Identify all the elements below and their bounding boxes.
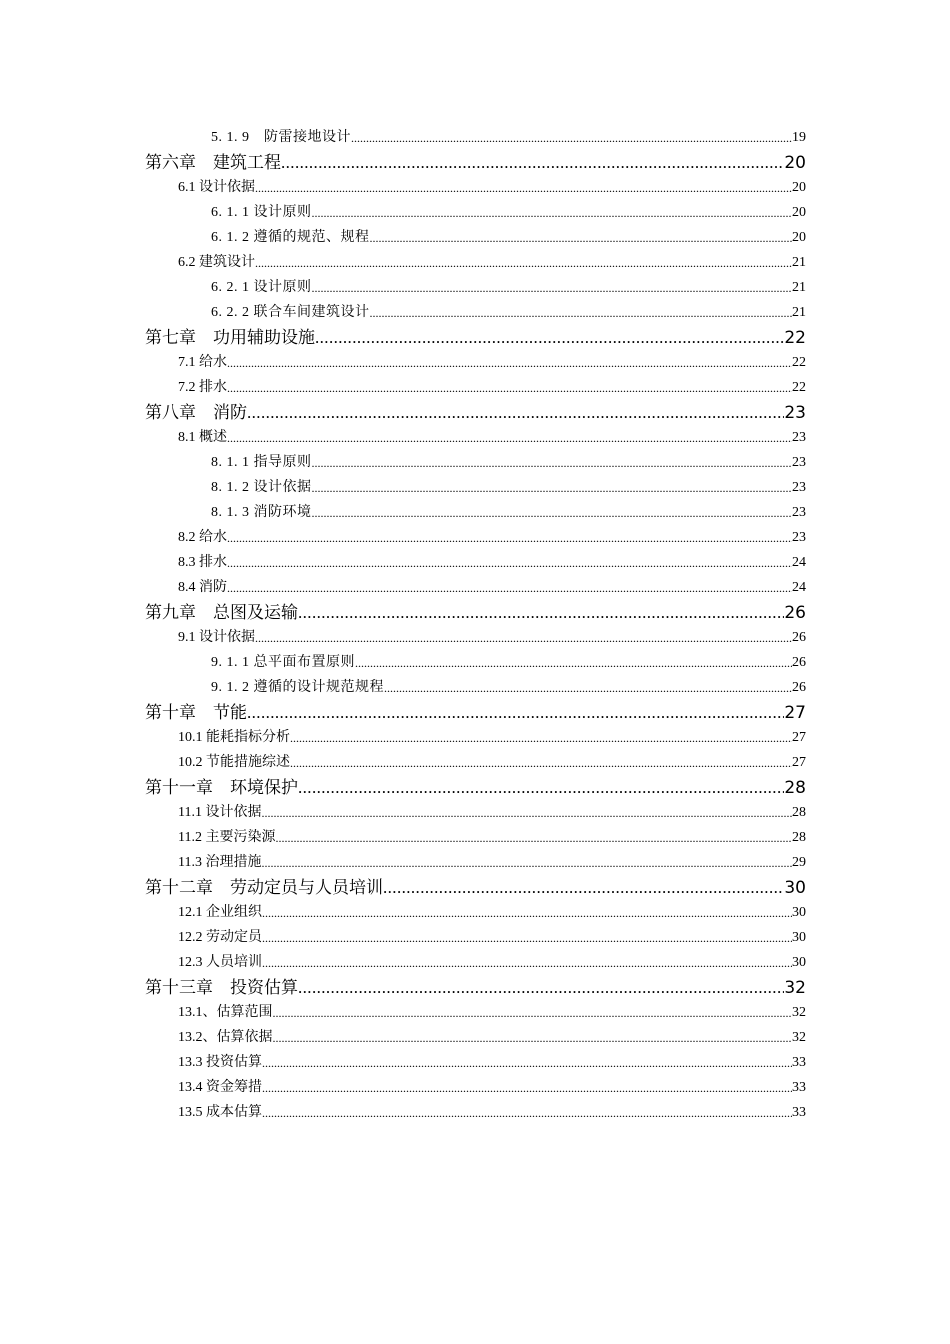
toc-page-number: 21 xyxy=(792,255,806,270)
toc-dot-leader xyxy=(370,301,793,325)
toc-dot-leader xyxy=(298,776,784,800)
toc-section-entry[interactable] xyxy=(145,375,806,400)
toc-page-number: 23 xyxy=(792,530,806,545)
toc-entry-title: 第十章 节能 xyxy=(145,703,247,723)
toc-dot-leader xyxy=(227,351,792,375)
toc-page-number: 20 xyxy=(792,205,806,220)
toc-section-entry[interactable] xyxy=(145,800,806,825)
toc-section-entry[interactable] xyxy=(145,725,806,750)
toc-dot-leader xyxy=(315,326,784,350)
toc-dot-leader xyxy=(227,426,792,450)
toc-dot-leader xyxy=(262,951,792,975)
toc-chapter-entry[interactable] xyxy=(145,150,806,175)
toc-dot-leader xyxy=(262,926,792,950)
toc-entry-title: 11.2 主要污染源 xyxy=(178,830,276,845)
toc-section-entry[interactable] xyxy=(145,175,806,200)
toc-entry-title: 7.2 排水 xyxy=(178,380,227,395)
toc-subsection-entry[interactable] xyxy=(145,125,806,150)
toc-dot-leader xyxy=(227,551,792,575)
toc-page-number: 33 xyxy=(792,1080,806,1095)
toc-entry-title: 6. 1. 2 遵循的规范、规程 xyxy=(211,230,370,245)
toc-entry-title: 10.2 节能措施综述 xyxy=(178,755,290,770)
toc-dot-leader xyxy=(262,1051,792,1075)
toc-dot-leader xyxy=(227,576,792,600)
toc-page-number: 30 xyxy=(792,905,806,920)
toc-entry-title: 12.2 劳动定员 xyxy=(178,930,262,945)
toc-dot-leader xyxy=(312,276,793,300)
toc-entry-title: 13.4 资金筹措 xyxy=(178,1080,262,1095)
toc-entry-title: 5. 1. 9 防雷接地设计 xyxy=(211,130,351,145)
toc-section-entry[interactable] xyxy=(145,525,806,550)
toc-page-number: 22 xyxy=(784,328,806,348)
toc-dot-leader xyxy=(262,901,792,925)
toc-entry-title: 10.1 能耗指标分析 xyxy=(178,730,290,745)
toc-page-number: 22 xyxy=(792,380,806,395)
toc-page-number: 19 xyxy=(792,130,806,145)
toc-page-number: 30 xyxy=(792,930,806,945)
toc-entry-title: 6. 1. 1 设计原则 xyxy=(211,205,312,220)
toc-page-number: 32 xyxy=(792,1030,806,1045)
toc-entry-title: 第十三章 投资估算 xyxy=(145,978,298,998)
toc-dot-leader xyxy=(247,401,784,425)
toc-page-number: 23 xyxy=(792,455,806,470)
toc-page-number: 32 xyxy=(784,978,806,998)
toc-subsection-entry[interactable] xyxy=(145,275,806,300)
toc-section-entry[interactable] xyxy=(145,1100,806,1125)
toc-entry-title: 8.1 概述 xyxy=(178,430,227,445)
toc-page-number: 27 xyxy=(792,730,806,745)
toc-chapter-entry[interactable] xyxy=(145,400,806,425)
toc-dot-leader xyxy=(247,701,784,725)
toc-dot-leader xyxy=(298,976,784,1000)
toc-page-number: 27 xyxy=(792,755,806,770)
toc-dot-leader xyxy=(273,1001,793,1025)
toc-page-number: 20 xyxy=(792,180,806,195)
toc-section-entry[interactable] xyxy=(145,750,806,775)
toc-entry-title: 13.1、估算范围 xyxy=(178,1005,273,1020)
toc-entry-title: 8. 1. 3 消防环境 xyxy=(211,505,312,520)
toc-dot-leader xyxy=(255,626,792,650)
toc-entry-title: 8.3 排水 xyxy=(178,555,227,570)
toc-subsection-entry[interactable] xyxy=(145,650,806,675)
toc-entry-title: 11.3 治理措施 xyxy=(178,855,262,870)
toc-page-number: 21 xyxy=(792,305,806,320)
toc-page-number: 26 xyxy=(792,655,806,670)
toc-section-entry[interactable] xyxy=(145,1025,806,1050)
toc-entry-title: 8.4 消防 xyxy=(178,580,227,595)
toc-chapter-entry[interactable] xyxy=(145,700,806,725)
toc-subsection-entry[interactable] xyxy=(145,500,806,525)
toc-page-number: 26 xyxy=(792,680,806,695)
toc-section-entry[interactable] xyxy=(145,925,806,950)
toc-dot-leader xyxy=(227,526,792,550)
toc-page-number: 27 xyxy=(784,703,806,723)
toc-entry-title: 第六章 建筑工程 xyxy=(145,153,281,173)
toc-section-entry[interactable] xyxy=(145,900,806,925)
toc-entry-title: 9. 1. 1 总平面布置原则 xyxy=(211,655,355,670)
toc-entry-title: 第十二章 劳动定员与人员培训 xyxy=(145,878,383,898)
toc-page-number: 29 xyxy=(792,855,806,870)
toc-section-entry[interactable] xyxy=(145,350,806,375)
toc-entry-title: 6.1 设计依据 xyxy=(178,180,255,195)
toc-chapter-entry[interactable] xyxy=(145,875,806,900)
toc-dot-leader xyxy=(261,801,792,825)
toc-section-entry[interactable] xyxy=(145,1075,806,1100)
toc-section-entry[interactable] xyxy=(145,850,806,875)
toc-chapter-entry[interactable] xyxy=(145,975,806,1000)
toc-chapter-entry[interactable] xyxy=(145,325,806,350)
toc-dot-leader xyxy=(255,251,792,275)
toc-entry-title: 7.1 给水 xyxy=(178,355,227,370)
toc-entry-title: 第九章 总图及运输 xyxy=(145,603,298,623)
toc-entry-title: 8. 1. 2 设计依据 xyxy=(211,480,312,495)
toc-section-entry[interactable] xyxy=(145,575,806,600)
toc-entry-title: 第七章 功用辅助设施 xyxy=(145,328,315,348)
toc-page-number: 23 xyxy=(792,480,806,495)
toc-dot-leader xyxy=(262,1101,792,1125)
toc-dot-leader xyxy=(262,1076,792,1100)
toc-page-number: 24 xyxy=(792,555,806,570)
toc-page-number: 32 xyxy=(792,1005,806,1020)
toc-dot-leader xyxy=(355,651,792,675)
toc-section-entry[interactable] xyxy=(145,950,806,975)
toc-entry-title: 11.1 设计依据 xyxy=(178,805,262,820)
toc-page-number: 26 xyxy=(792,630,806,645)
toc-dot-leader xyxy=(290,726,792,750)
toc-dot-leader xyxy=(312,201,793,225)
toc-section-entry[interactable] xyxy=(145,625,806,650)
toc-dot-leader xyxy=(275,826,792,850)
toc-dot-leader xyxy=(312,476,793,500)
toc-section-entry[interactable] xyxy=(145,1000,806,1025)
toc-subsection-entry[interactable] xyxy=(145,225,806,250)
toc-page-number: 23 xyxy=(792,430,806,445)
toc-page-number: 30 xyxy=(792,955,806,970)
toc-chapter-entry[interactable] xyxy=(145,600,806,625)
toc-page-number: 28 xyxy=(792,830,806,845)
toc-entry-title: 6.2 建筑设计 xyxy=(178,255,255,270)
toc-dot-leader xyxy=(261,851,792,875)
toc-entry-title: 12.1 企业组织 xyxy=(178,905,262,920)
toc-page-number: 21 xyxy=(792,280,806,295)
toc-section-entry[interactable] xyxy=(145,425,806,450)
toc-page-number: 33 xyxy=(792,1105,806,1120)
toc-entry-title: 6. 2. 2 联合车间建筑设计 xyxy=(211,305,370,320)
toc-entry-title: 13.5 成本估算 xyxy=(178,1105,262,1120)
toc-section-entry[interactable] xyxy=(145,250,806,275)
toc-subsection-entry[interactable] xyxy=(145,475,806,500)
toc-page-number: 26 xyxy=(784,603,806,623)
toc-page-number: 28 xyxy=(792,805,806,820)
toc-page-number: 30 xyxy=(784,878,806,898)
toc-entry-title: 第十一章 环境保护 xyxy=(145,778,298,798)
toc-dot-leader xyxy=(351,126,792,150)
toc-entry-title: 12.3 人员培训 xyxy=(178,955,262,970)
toc-subsection-entry[interactable] xyxy=(145,200,806,225)
toc-section-entry[interactable] xyxy=(145,825,806,850)
toc-dot-leader xyxy=(298,601,784,625)
toc-dot-leader xyxy=(255,176,792,200)
toc-page-number: 24 xyxy=(792,580,806,595)
toc-entry-title: 6. 2. 1 设计原则 xyxy=(211,280,312,295)
toc-entry-title: 8. 1. 1 指导原则 xyxy=(211,455,312,470)
toc-subsection-entry[interactable] xyxy=(145,450,806,475)
toc-entry-title: 8.2 给水 xyxy=(178,530,227,545)
toc-chapter-entry[interactable] xyxy=(145,775,806,800)
toc-entry-title: 13.2、估算依据 xyxy=(178,1030,273,1045)
toc-page-number: 23 xyxy=(784,403,806,423)
toc-dot-leader xyxy=(312,451,793,475)
toc-dot-leader xyxy=(384,676,792,700)
toc-page-number: 23 xyxy=(792,505,806,520)
toc-dot-leader xyxy=(312,501,793,525)
toc-section-entry[interactable] xyxy=(145,550,806,575)
toc-dot-leader xyxy=(281,151,784,175)
toc-dot-leader xyxy=(370,226,793,250)
toc-page-number: 22 xyxy=(792,355,806,370)
toc-page-number: 33 xyxy=(792,1055,806,1070)
toc-subsection-entry[interactable] xyxy=(145,300,806,325)
toc-page-number: 28 xyxy=(784,778,806,798)
toc-entry-title: 第八章 消防 xyxy=(145,403,247,423)
toc-page-number: 20 xyxy=(792,230,806,245)
toc-entry-title: 13.3 投资估算 xyxy=(178,1055,262,1070)
toc-section-entry[interactable] xyxy=(145,1050,806,1075)
table-of-contents xyxy=(145,125,806,1125)
toc-dot-leader xyxy=(290,751,792,775)
toc-dot-leader xyxy=(273,1026,793,1050)
toc-subsection-entry[interactable] xyxy=(145,675,806,700)
toc-page-number: 20 xyxy=(784,153,806,173)
toc-dot-leader xyxy=(383,876,784,900)
toc-entry-title: 9. 1. 2 遵循的设计规范规程 xyxy=(211,680,384,695)
toc-dot-leader xyxy=(227,376,792,400)
toc-entry-title: 9.1 设计依据 xyxy=(178,630,255,645)
